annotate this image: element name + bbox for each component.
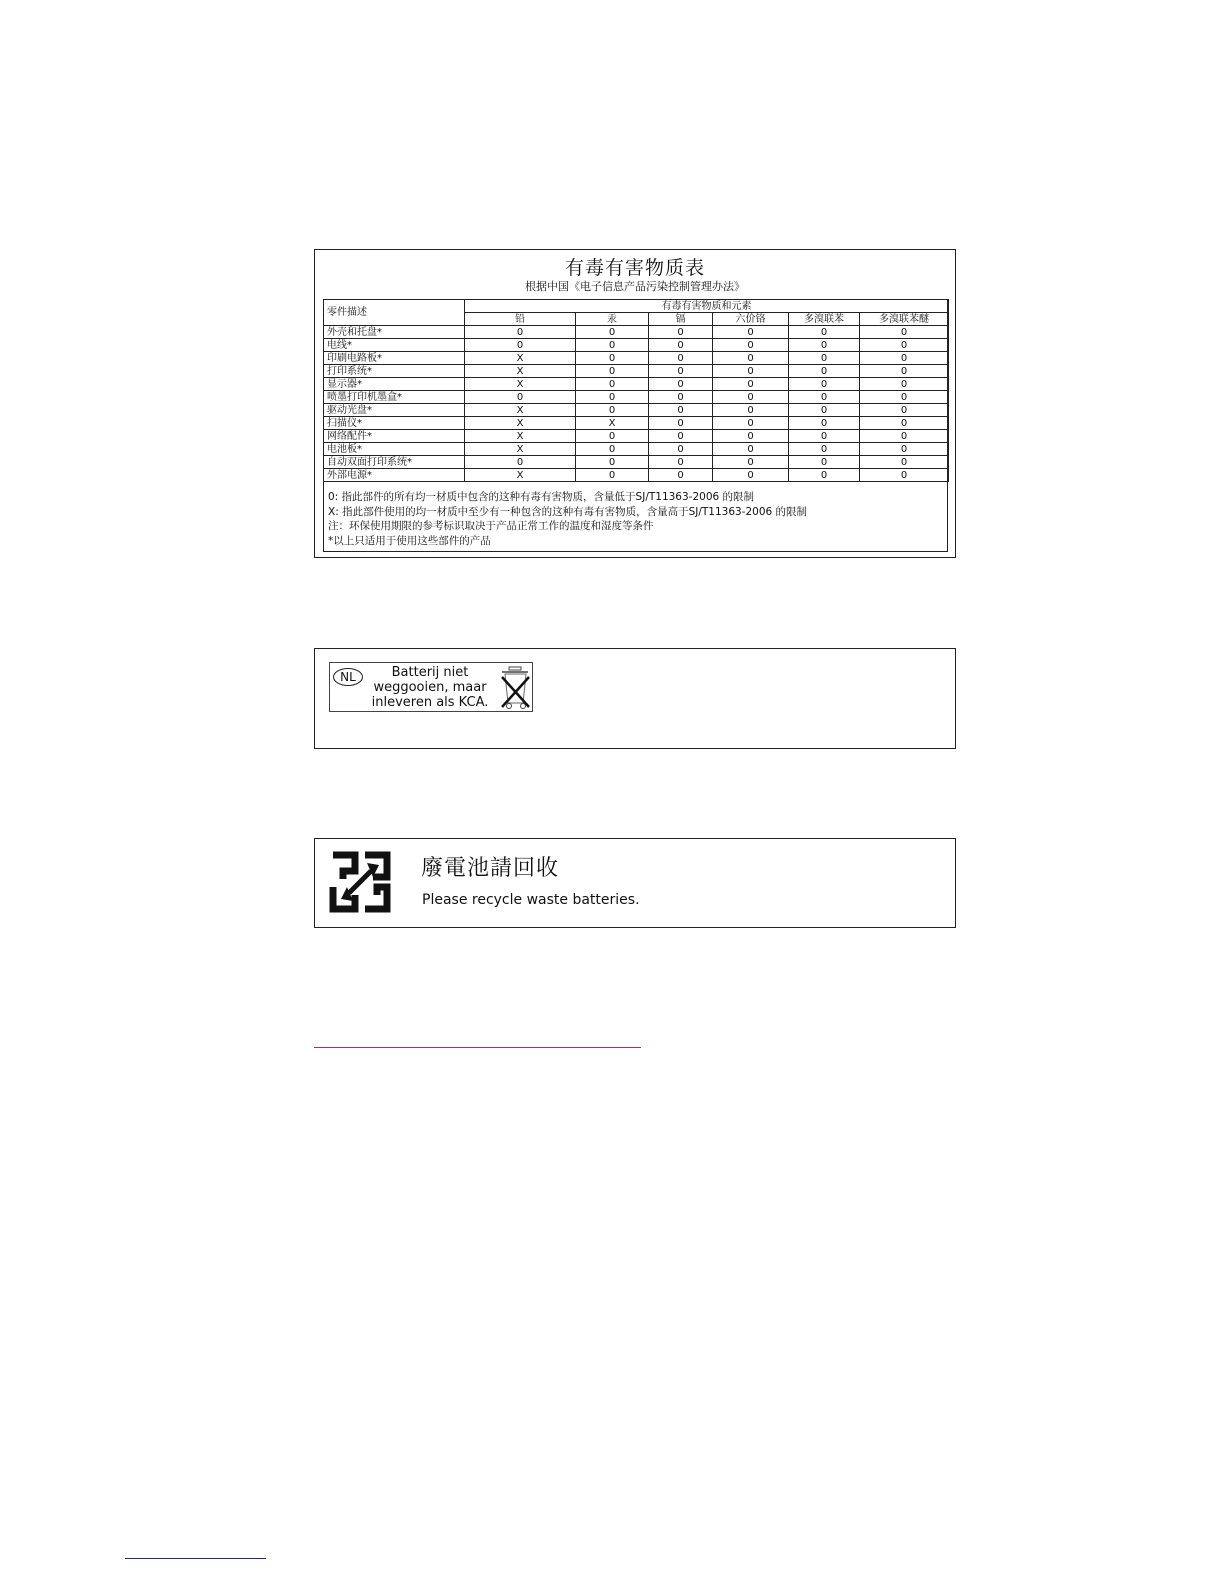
column-header-cadmium: 镉 [649, 313, 713, 326]
toxic-table-title: 有毒有害物质表 [564, 257, 705, 279]
part-name-cell: 网络配件* [324, 430, 465, 443]
table-row [324, 417, 949, 430]
part-name-cell: 外部电源* [324, 469, 465, 482]
substance-value-cell: 0 [860, 339, 949, 352]
table-row [324, 430, 949, 443]
note-x: X: 指此部件使用的均一材质中至少有一种包含的这种有毒有害物质，含量高于SJ/T11363-2006 的限制 [328, 505, 808, 518]
substance-value-cell: 0 [860, 404, 949, 417]
substance-value-cell: 0 [649, 443, 713, 456]
substance-value-cell: 0 [713, 443, 789, 456]
substance-value-cell: 0 [860, 417, 949, 430]
substance-value-cell: 0 [649, 456, 713, 469]
table-row [324, 378, 949, 391]
substance-value-cell: 0 [713, 391, 789, 404]
part-name-cell: 自动双面打印系统* [324, 456, 465, 469]
part-name-cell: 电线* [324, 339, 465, 352]
substance-value-cell: 0 [789, 469, 860, 482]
column-header-mercury: 汞 [576, 313, 649, 326]
note-zero: 0: 指此部件的所有均一材质中包含的这种有毒有害物质，含量低于SJ/T11363-2006 的限制 [328, 491, 755, 503]
substance-value-cell: 0 [789, 391, 860, 404]
substance-value-cell: X [465, 430, 576, 443]
substance-value-cell: 0 [860, 326, 949, 339]
substance-value-cell: X [465, 378, 576, 391]
part-name-cell: 显示器* [324, 378, 465, 391]
substance-value-cell: 0 [576, 378, 649, 391]
nl-badge: NL [333, 668, 363, 686]
substance-value-cell: 0 [465, 339, 576, 352]
substance-value-cell: 0 [789, 365, 860, 378]
substance-value-cell: 0 [713, 365, 789, 378]
substance-value-cell: 0 [860, 469, 949, 482]
substance-value-cell: 0 [789, 339, 860, 352]
substance-group-header: 有毒有害物质和元素 [465, 300, 949, 313]
part-description-header: 零件描述 [324, 300, 465, 326]
crossed-out-bin-icon [498, 665, 532, 711]
table-row [324, 326, 949, 339]
substance-value-cell: 0 [713, 404, 789, 417]
substance-value-cell: 0 [649, 391, 713, 404]
battery-recycle-icon [329, 851, 391, 913]
part-name-cell: 印刷电路板* [324, 352, 465, 365]
substance-value-cell: 0 [649, 430, 713, 443]
nl-line-1: Batterij niet [391, 665, 469, 680]
substance-value-cell: 0 [860, 378, 949, 391]
column-header-chromium: 六价铬 [713, 313, 789, 326]
substance-value-cell: 0 [860, 456, 949, 469]
substance-value-cell: 0 [649, 417, 713, 430]
recycle-title-zh: 廢電池請回收 [421, 856, 560, 881]
table-row [324, 456, 949, 469]
substance-value-cell: 0 [860, 352, 949, 365]
substance-value-cell: 0 [860, 430, 949, 443]
substance-value-cell: 0 [713, 430, 789, 443]
substance-value-cell: 0 [576, 443, 649, 456]
column-header-pbde: 多溴联苯醚 [860, 313, 949, 326]
column-header-pbb: 多溴联苯 [789, 313, 860, 326]
substance-value-cell: 0 [789, 430, 860, 443]
table-row [324, 443, 949, 456]
substance-value-cell: 0 [789, 417, 860, 430]
substance-value-cell: 0 [789, 443, 860, 456]
substance-value-cell: 0 [649, 339, 713, 352]
substance-value-cell: 0 [576, 391, 649, 404]
substance-value-cell: 0 [649, 352, 713, 365]
toxic-substance-table [323, 299, 949, 482]
substance-value-cell: 0 [713, 456, 789, 469]
substance-value-cell: 0 [713, 339, 789, 352]
substance-value-cell: 0 [465, 391, 576, 404]
substance-value-cell: 0 [789, 378, 860, 391]
substance-value-cell: 0 [649, 404, 713, 417]
substance-value-cell: 0 [649, 469, 713, 482]
note-environment: 注：环保使用期限的参考标识取决于产品正常工作的温度和湿度等条件 [328, 520, 654, 532]
nl-battery-text [362, 665, 498, 710]
substance-value-cell: 0 [713, 417, 789, 430]
substance-value-cell: 0 [713, 326, 789, 339]
substance-value-cell: 0 [576, 365, 649, 378]
recycle-text-en: Please recycle waste batteries. [422, 892, 640, 908]
substance-value-cell: 0 [576, 326, 649, 339]
substance-value-cell: X [465, 352, 576, 365]
substance-value-cell: 0 [576, 404, 649, 417]
substance-value-cell: 0 [465, 326, 576, 339]
substance-value-cell: 0 [649, 326, 713, 339]
part-name-cell: 电池板* [324, 443, 465, 456]
substance-value-cell: X [465, 443, 576, 456]
substance-value-cell: 0 [576, 352, 649, 365]
table-header-row [324, 300, 949, 313]
table-row [324, 404, 949, 417]
table-row [324, 365, 949, 378]
nl-battery-notice-box [314, 648, 956, 749]
substance-value-cell: 0 [649, 378, 713, 391]
part-name-cell: 扫描仪* [324, 417, 465, 430]
substance-value-cell: 0 [789, 326, 860, 339]
toxic-table-frame [323, 299, 948, 552]
substance-value-cell: 0 [576, 469, 649, 482]
nl-line-2: weggooien, maar [373, 680, 487, 695]
substance-value-cell: X [465, 417, 576, 430]
substance-value-cell: 0 [860, 391, 949, 404]
substance-value-cell: 0 [789, 404, 860, 417]
nl-battery-label [329, 662, 533, 712]
substance-value-cell: 0 [860, 365, 949, 378]
substance-value-cell: 0 [649, 365, 713, 378]
substance-value-cell: X [465, 365, 576, 378]
substance-value-cell: 0 [713, 352, 789, 365]
toxic-substance-table-box [314, 249, 956, 558]
substance-value-cell: 0 [789, 352, 860, 365]
substance-value-cell: 0 [789, 456, 860, 469]
battery-recycle-notice-box [314, 838, 956, 928]
nl-line-3: inleveren als KCA. [371, 695, 489, 710]
substance-value-cell: X [465, 404, 576, 417]
toxic-table-subtitle: 根据中国《电子信息产品污染控制管理办法》 [525, 280, 745, 293]
substance-value-cell: X [465, 469, 576, 482]
part-name-cell: 外壳和托盘* [324, 326, 465, 339]
substance-value-cell: 0 [713, 469, 789, 482]
substance-value-cell: 0 [713, 378, 789, 391]
substance-value-cell: 0 [576, 339, 649, 352]
footer-divider-line [125, 1558, 266, 1559]
substance-value-cell: 0 [860, 443, 949, 456]
part-name-cell: 驱动光盘* [324, 404, 465, 417]
table-row [324, 339, 949, 352]
substance-value-cell: X [576, 417, 649, 430]
part-name-cell: 喷墨打印机墨盒* [324, 391, 465, 404]
part-name-cell: 打印系统* [324, 365, 465, 378]
table-row [324, 469, 949, 482]
table-notes [328, 490, 807, 548]
substance-value-cell: 0 [465, 456, 576, 469]
table-row [324, 391, 949, 404]
note-applicability: *以上只适用于使用这些部件的产品 [328, 534, 491, 547]
column-header-lead: 铅 [465, 313, 576, 326]
table-row [324, 352, 949, 365]
divider-line [314, 1047, 641, 1048]
substance-value-cell: 0 [576, 456, 649, 469]
substance-value-cell: 0 [576, 430, 649, 443]
